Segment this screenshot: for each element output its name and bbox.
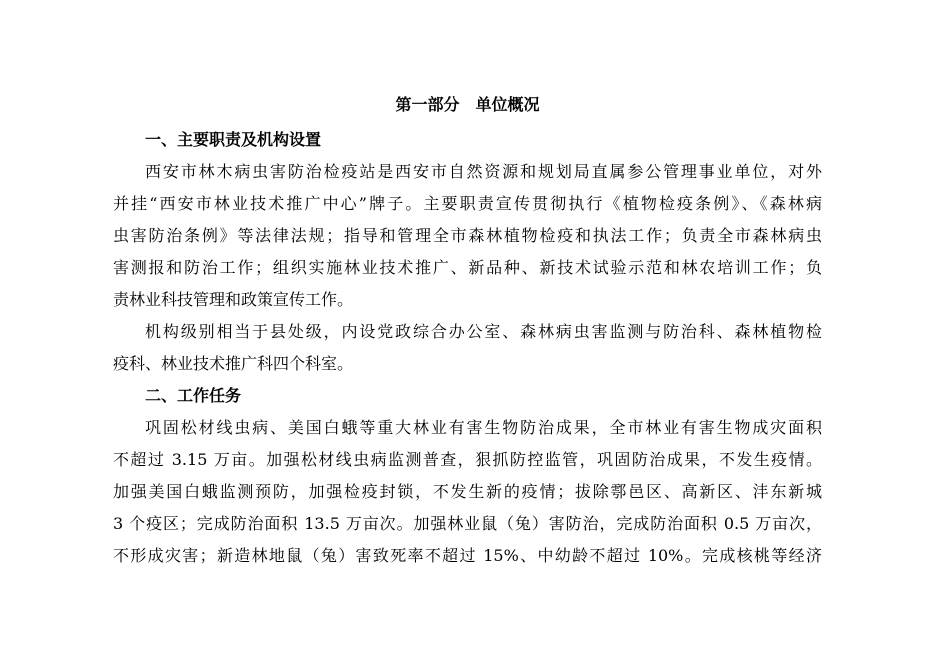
document-body xyxy=(113,89,822,572)
paragraph-line: 巩固松材线虫病、美国白蛾等重大林业有害生物防治成果，全市林业有害生物成灾面积 xyxy=(145,418,822,437)
paragraph-line: 不形成灾害；新造林地鼠（兔）害致死率不超过 15%、中幼龄不超过 10%。完成核桃等经济 xyxy=(113,546,822,565)
paragraph-line: 并挂“西安市林业技术推广中心”牌子。主要职责宣传贯彻执行《植物检疫条例》、《森林病 xyxy=(113,194,822,213)
paragraph-line: 3 个疫区；完成防治面积 13.5 万亩次。加强林业鼠（兔）害防治，完成防治面积 0.5 万亩次， xyxy=(113,514,822,533)
paragraph-line: 西安市林木病虫害防治检疫站是西安市自然资源和规划局直属参公管理事业单位，对外 xyxy=(145,162,822,181)
section-heading: 二、工作任务 xyxy=(145,386,242,405)
paragraph-line: 责林业科技管理和政策宣传工作。 xyxy=(113,290,354,309)
section-heading: 一、主要职责及机构设置 xyxy=(145,130,322,149)
paragraph-line: 加强美国白蛾监测预防，加强检疫封锁，不发生新的疫情；拔除鄠邑区、高新区、沣东新城 xyxy=(113,482,822,501)
paragraph-line: 疫科、林业技术推广科四个科室。 xyxy=(113,354,354,373)
paragraph-line: 虫害防治条例》等法律法规；指导和管理全市森林植物检疫和执法工作；负责全市森林病虫 xyxy=(113,226,822,245)
paragraph-line: 害测报和防治工作；组织实施林业技术推广、新品种、新技术试验示范和林农培训工作；负 xyxy=(113,258,822,277)
document-title: 第一部分 单位概况 xyxy=(395,95,540,114)
paragraph-line: 机构级别相当于县处级，内设党政综合办公室、森林病虫害监测与防治科、森林植物检 xyxy=(145,322,822,341)
paragraph-line: 不超过 3.15 万亩。加强松材线虫病监测普查，狠抓防控监管，巩固防治成果，不发生疫情。 xyxy=(113,450,822,469)
